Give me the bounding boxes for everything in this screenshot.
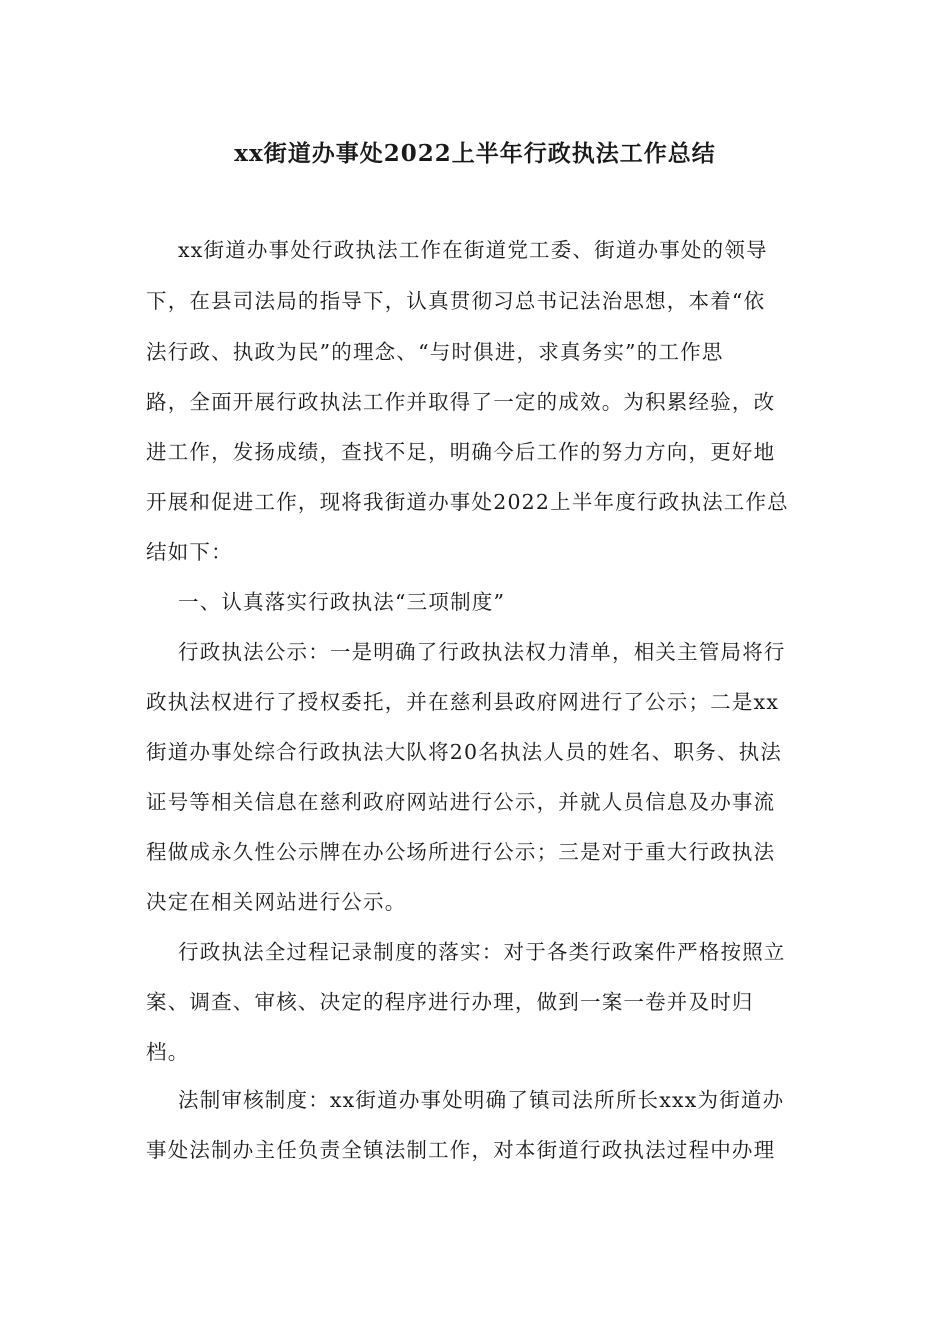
section-heading: 一、认真落实行政执法“三项制度” [178,590,506,614]
paragraph-line: 街道办事处综合行政执法大队将20名执法人员的姓名、职务、执法 [146,740,783,764]
paragraph-line: 证号等相关信息在慈利政府网站进行公示，并就人员信息及办事流 [146,790,776,814]
paragraph-line: 路，全面开展行政执法工作并取得了一定的成效。为积累经验，改 [146,390,776,414]
paragraph-line: xx街道办事处行政执法工作在街道党工委、街道办事处的领导 [178,238,768,262]
paragraph-line: 开展和促进工作，现将我街道办事处2022上半年度行政执法工作总 [146,490,789,514]
paragraph-line: 行政执法全过程记录制度的落实：对于各类行政案件严格按照立 [178,940,786,964]
paragraph-line: 档。 [146,1040,190,1064]
paragraph-line: 政执法权进行了授权委托，并在慈利县政府网进行了公示；二是xx [146,690,780,714]
paragraph-line: 案、调查、审核、决定的程序进行办理，做到一案一卷并及时归 [146,990,754,1014]
paragraph-line: 法制审核制度：xx街道办事处明确了镇司法所所长xxx为街道办 [178,1088,785,1112]
paragraph-line: 决定在相关网站进行公示。 [146,890,407,914]
paragraph-line: 法行政、执政为民”的理念、“与时俱进，求真务实”的工作思 [146,340,724,364]
paragraph-line: 行政执法公示：一是明确了行政执法权力清单，相关主管局将行 [178,640,786,664]
paragraph-line: 程做成永久性公示牌在办公场所进行公示；三是对于重大行政执法 [146,840,776,864]
paragraph-line: 事处法制办主任负责全镇法制工作，对本街道行政执法过程中办理 [146,1138,776,1162]
paragraph-line: 结如下： [146,540,233,564]
document-title: xx街道办事处2022上半年行政执法工作总结 [234,140,716,167]
paragraph-line: 进工作，发扬成绩，查找不足，明确今后工作的努力方向，更好地 [146,440,776,464]
paragraph-line: 下，在县司法局的指导下，认真贯彻习总书记法治思想，本着“依 [146,289,766,313]
